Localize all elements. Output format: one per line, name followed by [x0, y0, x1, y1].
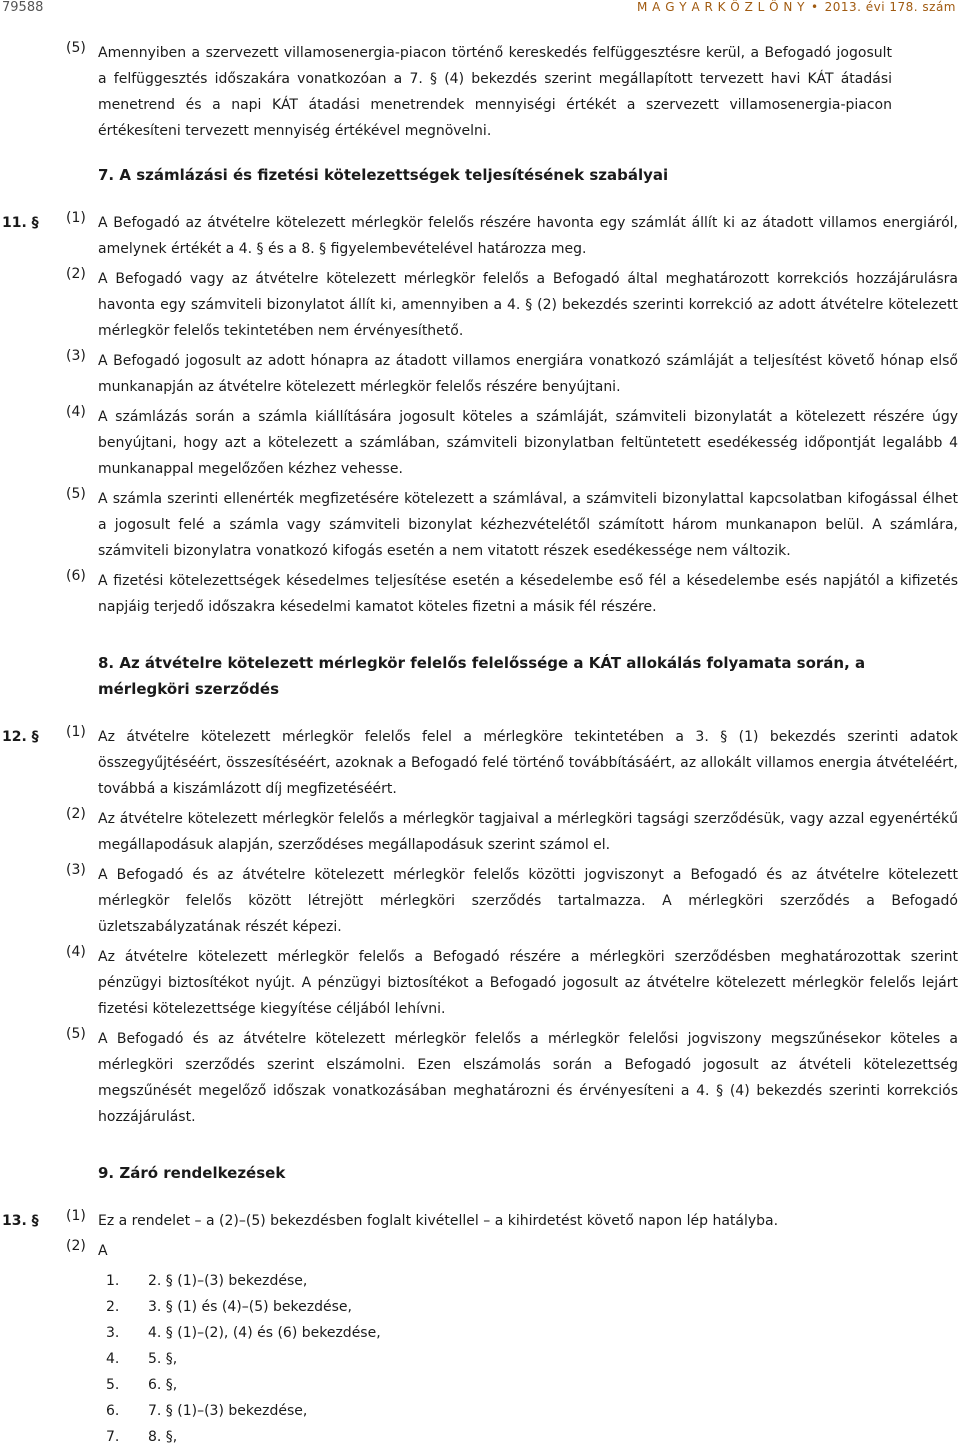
- paragraph-number: (4): [66, 944, 86, 960]
- paragraph-text: A Befogadó az átvételre kötelezett mérlegkör felelős részére havonta egy számlát állít ki az átadott villamos energiáról, amelynek értékét a 4. § és a 8. § figyelembevételével határozza meg.: [98, 215, 958, 257]
- paragraph: [66, 210, 958, 262]
- section-heading-7: 7. A számlázási és fizetési kötelezettségek teljesítésének szabályai: [98, 166, 669, 184]
- paragraph-number: (5): [66, 1026, 86, 1042]
- list-item-text: 5. §,: [148, 1351, 178, 1367]
- section-13: [0, 1208, 960, 1268]
- list-item-text: 2. § (1)–(3) bekezdése,: [148, 1273, 308, 1289]
- list-item-number: 1.: [106, 1273, 120, 1289]
- paragraph: [66, 724, 958, 802]
- list-item-number: 5.: [106, 1377, 120, 1393]
- paragraph: [66, 348, 958, 400]
- list-item-text: 8. §,: [148, 1429, 178, 1445]
- paragraph-text: A számla szerinti ellenérték megfizetésére kötelezett a számlával, a számviteli bizonylattal kapcsolatban kifogással élhet a jogosult felé a számla vagy számviteli bizonylat kézhezvételétől számított három munkanapon belül. A számlára, számviteli bizonylatra vonatkozó kifogás esetén a nem vitatott részek esedékessége nem változik.: [98, 491, 958, 559]
- paragraph-text: A Befogadó és az átvételre kötelezett mérlegkör felelős a mérlegkör felelősi jogviszony megszűnésekor köteles a mérlegköri szerződés szerint elszámolni. Ezen elszámolás során a Befogadó jogosult az átvételi kötelezettség megszűnését megelőző időszak vonatkozásában meghatározni és érvényesíteni a 4. § (4) bekezdés szerinti korrekciós hozzájárulást.: [98, 1031, 958, 1125]
- paragraph-number: (1): [66, 724, 86, 740]
- paragraph-number: (3): [66, 348, 86, 364]
- header-separator: •: [810, 0, 819, 14]
- paragraph: [66, 568, 958, 620]
- paragraph: [66, 404, 958, 482]
- paragraph-number: (5): [66, 486, 86, 502]
- paragraph: [66, 806, 958, 858]
- paragraph-text: Ez a rendelet – a (2)–(5) bekezdésben foglalt kivétellel – a kihirdetést követő napon lép hatályba.: [98, 1213, 779, 1229]
- paragraph: [66, 1238, 958, 1264]
- list-item-text: 7. § (1)–(3) bekezdése,: [148, 1403, 308, 1419]
- paragraph-text: A fizetési kötelezettségek késedelmes teljesítése esetén a késedelembe eső fél a késedelembe esés napjától a kifizetés napjáig terjedő időszakra késedelmi kamatot köteles fizetni a másik fél részére.: [98, 573, 958, 615]
- paragraph-number: (3): [66, 862, 86, 878]
- paragraph-text: A Befogadó és az átvételre kötelezett mérlegkör felelős közötti jogviszonyt a Befogadó és az átvételre kötelezett mérlegkör felelős között létrejött mérlegköri szerződés tartalmazza. A mérlegköri szerződés a Befogadó üzletszabályzatának részét képezi.: [98, 867, 958, 935]
- paragraph-text: Az átvételre kötelezett mérlegkör felelős a Befogadó részére a mérlegköri szerződésben meghatározottak szerint pénzügyi biztosítékot nyújt. A pénzügyi biztosítékot a Befogadó jogosult az átvételre kötelezett mérlegkör felelős lejárt fizetési kötelezettsége kiegyítése céljából lehívni.: [98, 949, 958, 1017]
- paragraph-text: Amennyiben a szervezett villamosenergia-piacon történő kereskedés felfüggesztésre kerül, a Befogadó jogosult a felfüggesztés időszakára vonatkozóan a 7. § (4) bekezdés szerint megállapított tervezett havi KÁT átadási menetrend és a napi KÁT átadási menetrendek mennyiségi értékét a szervezett villamosenergia-piacon értékesíteni tervezett mennyiség értékével megnövelni.: [98, 45, 892, 139]
- list-item-number: 3.: [106, 1325, 120, 1341]
- document-body: [0, 40, 960, 1450]
- paragraph: [66, 266, 958, 344]
- paragraph-text: Az átvételre kötelezett mérlegkör felelős a mérlegkör tagjaival a mérlegköri tagsági szerződésük, vagy azzal egyenértékű megállapodásuk alapján, szerződéses megállapodásuk szerint számol el.: [98, 811, 958, 853]
- paragraph-number: (2): [66, 806, 86, 822]
- paragraph: [66, 486, 958, 564]
- paragraph: [66, 944, 958, 1022]
- section-12: [0, 724, 960, 1134]
- paragraph: [66, 862, 958, 940]
- paragraph-text: A: [98, 1243, 108, 1259]
- section-number: 11. §: [2, 215, 39, 231]
- list-item: [106, 1320, 960, 1346]
- paragraph-number: (1): [66, 210, 86, 226]
- list-item: [106, 1398, 960, 1424]
- section-number: 12. §: [2, 729, 39, 745]
- enumeration-list: [0, 1268, 960, 1450]
- paragraph-text: A Befogadó jogosult az adott hónapra az átadott villamos energiára vonatkozó számláját a teljesítést követő hónap első munkanapján az átvételre kötelezett mérlegkör felelős részére benyújtani.: [98, 353, 958, 395]
- list-item: [106, 1372, 960, 1398]
- list-item-text: 6. §,: [148, 1377, 178, 1393]
- paragraph-text: Az átvételre kötelezett mérlegkör felelős felel a mérlegköre tekintetében a 3. § (1) bekezdés szerinti adatok összegyűjtéséért, összesítéséért, azoknak a Befogadó felé történő továbbításáért, az allokált villamos energia átvételéért, továbbá a kiszámlázott díj megfizetéséért.: [98, 729, 958, 797]
- section-11: [0, 210, 960, 624]
- paragraph-number: (5): [66, 40, 86, 56]
- issue-number: 2013. évi 178. szám: [824, 0, 956, 14]
- paragraph-number: (1): [66, 1208, 86, 1224]
- list-item-number: 4.: [106, 1351, 120, 1367]
- paragraph: [0, 40, 960, 144]
- journal-header: [637, 0, 956, 14]
- section-number: 13. §: [2, 1213, 39, 1229]
- paragraph-number: (4): [66, 404, 86, 420]
- list-item-text: 3. § (1) és (4)–(5) bekezdése,: [148, 1299, 352, 1315]
- list-item-number: 7.: [106, 1429, 120, 1445]
- list-item: [106, 1268, 960, 1294]
- paragraph: [66, 1026, 958, 1130]
- page-header: [0, 0, 960, 20]
- section-heading-9: 9. Záró rendelkezések: [98, 1164, 286, 1182]
- list-item: [106, 1424, 960, 1450]
- paragraph: [66, 1208, 958, 1234]
- list-item-text: 4. § (1)–(2), (4) és (6) bekezdése,: [148, 1325, 381, 1341]
- paragraph-number: (6): [66, 568, 86, 584]
- journal-title: M A G Y A R K Ö Z L Ö N Y: [637, 0, 805, 14]
- paragraph-text: A Befogadó vagy az átvételre kötelezett mérlegkör felelős a Befogadó által meghatározott korrekciós hozzájárulásra havonta egy számviteli bizonylatot állít ki, amennyiben a 4. § (2) bekezdés szerinti korrekció az adott átvételre kötelezett mérlegkör felelős tekintetében nem érvényesíthető.: [98, 271, 958, 339]
- list-item-number: 6.: [106, 1403, 120, 1419]
- section-heading-8: 8. Az átvételre kötelezett mérlegkör felelős felelőssége a KÁT allokálás folyamata során, a mérlegköri szerződés: [98, 654, 866, 698]
- paragraph-number: (2): [66, 1238, 86, 1254]
- paragraph-text: A számlázás során a számla kiállítására jogosult köteles a számláját, számviteli bizonylatát a kötelezett részére úgy benyújtani, hogy azt a kötelezett a számlában, számviteli bizonylatban feltüntetett esedékesség időpontját legalább 4 munkanappal megelőzően kézhez vehesse.: [98, 409, 958, 477]
- list-item: [106, 1346, 960, 1372]
- page-number: 79588: [2, 0, 44, 15]
- list-item: [106, 1294, 960, 1320]
- paragraph-number: (2): [66, 266, 86, 282]
- list-item-number: 2.: [106, 1299, 120, 1315]
